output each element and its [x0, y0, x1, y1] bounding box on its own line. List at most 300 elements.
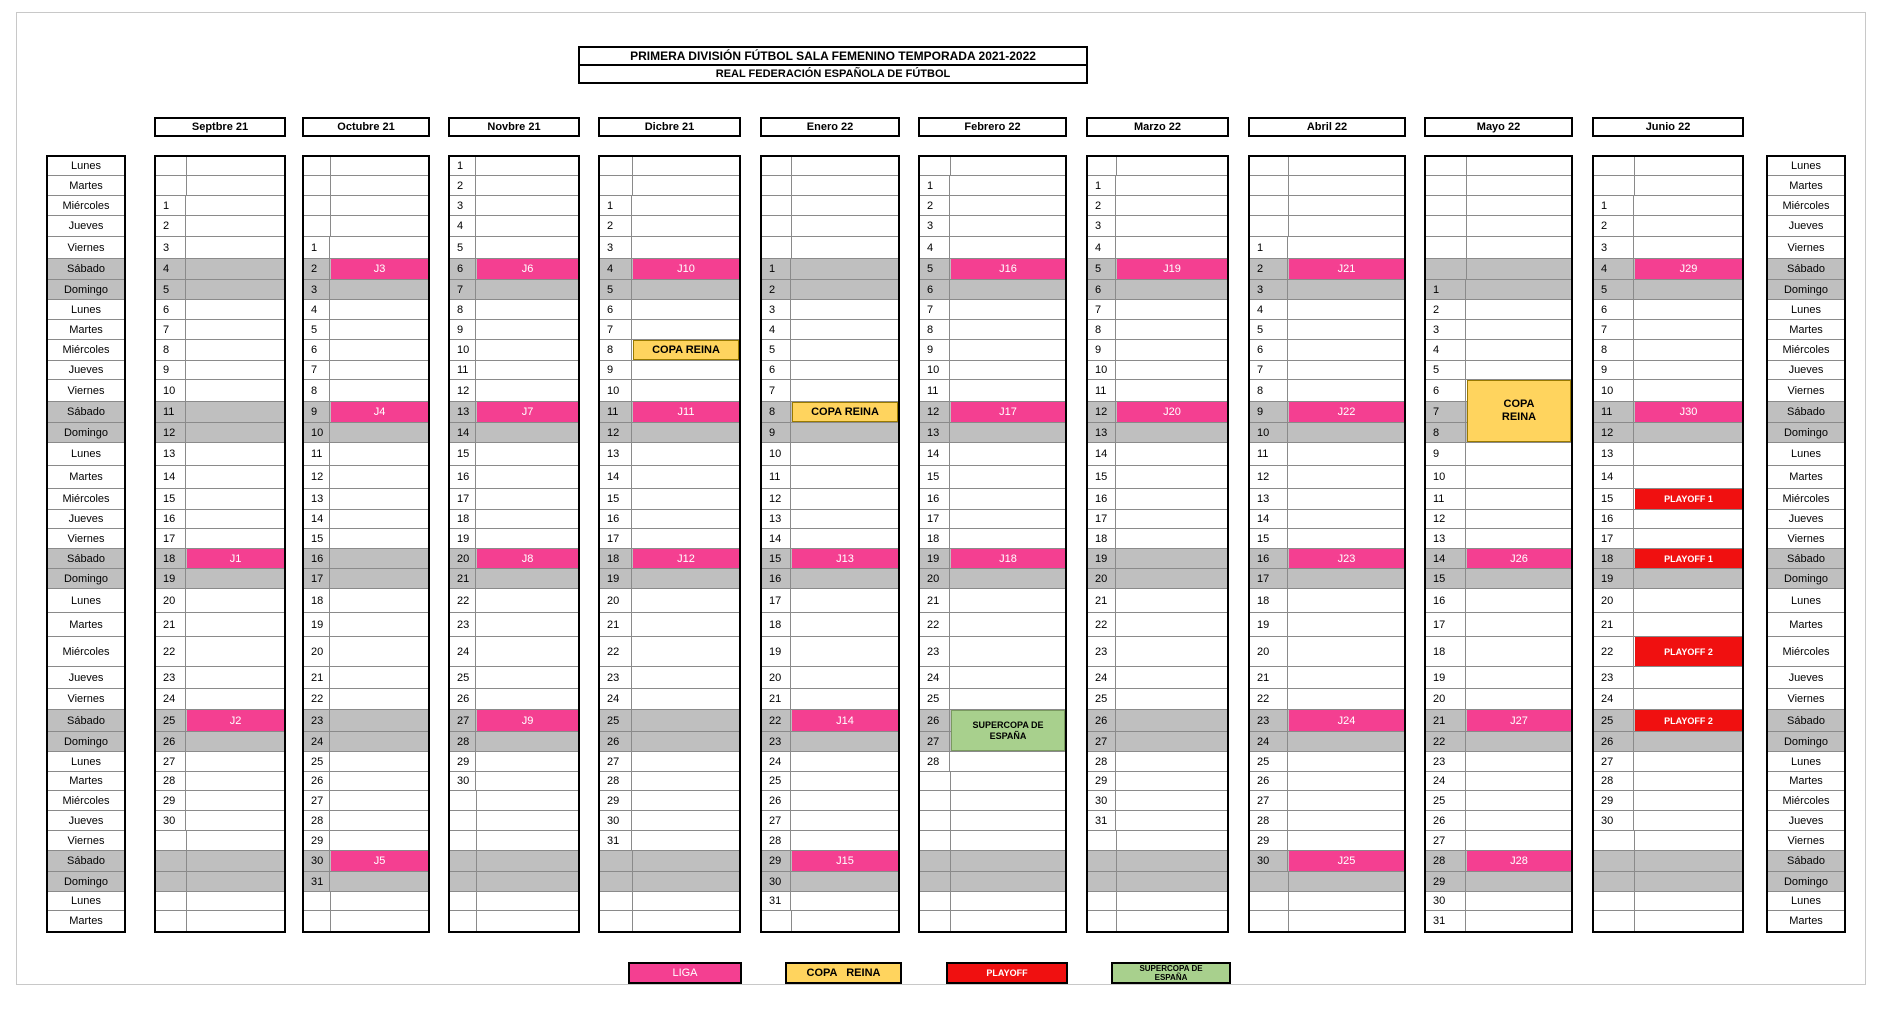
- day-row: [304, 636, 428, 666]
- weekday-label: Sábado: [1768, 401, 1844, 422]
- event-liga[interactable]: J1: [187, 549, 284, 568]
- day-number: 26: [762, 791, 791, 810]
- day-row: [920, 379, 1065, 401]
- day-number: 8: [762, 402, 791, 422]
- day-number-empty: [156, 892, 187, 910]
- day-number: 3: [600, 237, 632, 258]
- weekday-label: Viernes: [1768, 236, 1844, 258]
- weekday-label: Sábado: [48, 401, 124, 422]
- event-playoff[interactable]: PLAYOFF 1: [1635, 549, 1742, 568]
- day-number: 27: [920, 732, 950, 751]
- day-number: 10: [920, 361, 950, 379]
- day-number: 27: [1426, 831, 1466, 850]
- day-row: [1088, 548, 1227, 568]
- day-row: [1426, 175, 1571, 195]
- day-number: 4: [1594, 259, 1634, 279]
- day-number-empty: [1594, 851, 1635, 871]
- day-number: 11: [1426, 489, 1466, 509]
- day-row: [762, 731, 898, 751]
- day-row: [920, 215, 1065, 236]
- day-number-empty: [304, 196, 331, 215]
- event-copa[interactable]: COPA REINA: [633, 340, 739, 360]
- day-row: [1594, 830, 1742, 850]
- day-number: 26: [600, 732, 632, 751]
- day-number: 9: [304, 402, 330, 422]
- day-number: 11: [1594, 402, 1634, 422]
- day-number: 24: [1088, 667, 1116, 688]
- day-row: [1594, 465, 1742, 488]
- day-row: [600, 731, 739, 751]
- day-row: [156, 588, 284, 612]
- day-row: [1426, 279, 1571, 299]
- day-number: 11: [156, 402, 186, 422]
- month-column: [1248, 155, 1406, 933]
- weekday-label: Martes: [48, 771, 124, 790]
- day-row: [304, 509, 428, 528]
- day-row: [600, 509, 739, 528]
- event-liga[interactable]: J4: [331, 402, 428, 422]
- day-row: [304, 442, 428, 465]
- day-number: 9: [450, 320, 476, 339]
- day-number: 4: [450, 216, 476, 236]
- day-number: 31: [1088, 811, 1116, 830]
- day-row: [1426, 215, 1571, 236]
- event-liga[interactable]: J22: [1289, 402, 1404, 422]
- day-number: 6: [920, 280, 950, 299]
- event-liga[interactable]: J5: [331, 851, 428, 871]
- day-row: [1250, 465, 1404, 488]
- day-number: 6: [156, 300, 186, 319]
- day-row: [600, 790, 739, 810]
- event-liga[interactable]: J9: [477, 710, 578, 731]
- day-number: 9: [600, 361, 632, 379]
- day-number-empty: [762, 216, 792, 236]
- day-number: 13: [1088, 423, 1116, 442]
- day-row: [920, 157, 1065, 175]
- event-liga[interactable]: J14: [792, 710, 898, 731]
- event-liga[interactable]: J18: [951, 549, 1065, 568]
- event-copa[interactable]: COPA REINA: [1467, 380, 1571, 442]
- day-row: [920, 175, 1065, 195]
- day-row: [600, 157, 739, 175]
- weekday-label: Viernes: [1768, 830, 1844, 850]
- day-number: 8: [1594, 340, 1634, 360]
- event-liga[interactable]: J17: [951, 402, 1065, 422]
- day-row: [1426, 236, 1571, 258]
- weekday-label: Sábado: [48, 850, 124, 871]
- day-row: [156, 810, 284, 830]
- day-row: [304, 830, 428, 850]
- day-number: 23: [1088, 637, 1116, 666]
- weekday-label: Jueves: [1768, 215, 1844, 236]
- event-super[interactable]: SUPERCOPA DE ESPAÑA: [951, 710, 1065, 751]
- day-row: [920, 588, 1065, 612]
- day-row: [1250, 891, 1404, 910]
- event-liga[interactable]: J20: [1117, 402, 1227, 422]
- day-row: [304, 910, 428, 931]
- day-number-empty: [600, 892, 633, 910]
- day-row: [920, 568, 1065, 588]
- day-number-empty: [304, 911, 331, 931]
- day-row: [156, 790, 284, 810]
- weekday-label: Sábado: [1768, 258, 1844, 279]
- day-row: [1088, 360, 1227, 379]
- day-number-empty: [1426, 216, 1467, 236]
- day-number: 30: [1426, 892, 1466, 910]
- day-row: [1088, 850, 1227, 871]
- day-number: 18: [156, 549, 186, 568]
- day-number: 31: [1426, 911, 1466, 931]
- weekday-label: Martes: [48, 175, 124, 195]
- day-number-empty: [1250, 892, 1289, 910]
- day-row: [156, 636, 284, 666]
- day-row: [450, 790, 578, 810]
- day-row: [1088, 910, 1227, 931]
- day-number: 9: [1426, 443, 1466, 465]
- day-number: 31: [600, 831, 632, 850]
- day-number: 9: [1594, 361, 1634, 379]
- day-row: [1250, 910, 1404, 931]
- day-number: 25: [1426, 791, 1466, 810]
- event-liga[interactable]: J19: [1117, 259, 1227, 279]
- day-row: [304, 688, 428, 709]
- event-liga[interactable]: J13: [792, 549, 898, 568]
- day-row: [600, 379, 739, 401]
- day-row: [762, 810, 898, 830]
- day-number: 2: [1088, 196, 1116, 215]
- day-row: [920, 339, 1065, 360]
- event-liga[interactable]: J8: [477, 549, 578, 568]
- month-header: Enero 22: [760, 117, 900, 137]
- event-liga[interactable]: J10: [633, 259, 739, 279]
- event-liga[interactable]: J15: [792, 851, 898, 871]
- day-number: 15: [762, 549, 791, 568]
- day-number: 8: [1088, 320, 1116, 339]
- day-number: 26: [156, 732, 186, 751]
- day-row: [156, 612, 284, 636]
- day-number: 25: [600, 710, 632, 731]
- day-number: 6: [600, 300, 632, 319]
- day-row: [762, 299, 898, 319]
- day-number-empty: [600, 851, 633, 871]
- day-number: 29: [600, 791, 632, 810]
- day-number: 22: [1088, 613, 1116, 636]
- weekday-label: Sábado: [48, 709, 124, 731]
- day-number: 17: [450, 489, 476, 509]
- weekday-label: Jueves: [48, 215, 124, 236]
- event-liga[interactable]: J21: [1289, 259, 1404, 279]
- day-row: [600, 465, 739, 488]
- day-row: [762, 790, 898, 810]
- event-liga[interactable]: J28: [1467, 851, 1571, 871]
- day-number: 19: [1250, 613, 1288, 636]
- event-copa[interactable]: COPA REINA: [792, 402, 898, 422]
- day-number: 24: [450, 637, 476, 666]
- day-number: 27: [450, 710, 476, 731]
- day-number: 20: [762, 667, 791, 688]
- day-number: 28: [304, 811, 330, 830]
- day-number-empty: [920, 911, 951, 931]
- day-number: 18: [450, 510, 476, 528]
- weekday-label: Jueves: [48, 810, 124, 830]
- weekday-label: Lunes: [1768, 588, 1844, 612]
- day-row: [1594, 360, 1742, 379]
- weekday-label: Miércoles: [48, 636, 124, 666]
- day-row: [156, 850, 284, 871]
- day-number: 3: [1088, 216, 1116, 236]
- day-number: 16: [1250, 549, 1288, 568]
- day-row: [1426, 258, 1571, 279]
- day-number-empty: [600, 176, 633, 195]
- day-number: 7: [304, 361, 330, 379]
- event-liga[interactable]: J12: [633, 549, 739, 568]
- day-row: [920, 279, 1065, 299]
- month-header: Septbre 21: [154, 117, 286, 137]
- day-number: 4: [1088, 237, 1116, 258]
- day-row: [156, 299, 284, 319]
- day-number: 7: [1088, 300, 1116, 319]
- day-number-empty: [1426, 176, 1467, 195]
- weekday-label: Viernes: [48, 379, 124, 401]
- event-liga[interactable]: J29: [1635, 259, 1742, 279]
- day-number: 18: [920, 529, 950, 548]
- day-row: [304, 299, 428, 319]
- day-number-empty: [304, 216, 331, 236]
- day-row: [450, 568, 578, 588]
- day-row: [600, 488, 739, 509]
- day-number: 26: [1088, 710, 1116, 731]
- day-number: 4: [600, 259, 632, 279]
- day-number: 14: [1250, 510, 1288, 528]
- event-liga[interactable]: J23: [1289, 549, 1404, 568]
- day-row: [1088, 751, 1227, 771]
- day-number: 12: [1088, 402, 1116, 422]
- day-number-empty: [920, 892, 951, 910]
- day-number: 1: [156, 196, 186, 215]
- event-liga[interactable]: J2: [187, 710, 284, 731]
- weekday-label: Martes: [1768, 175, 1844, 195]
- day-number: 9: [762, 423, 791, 442]
- day-number: 14: [304, 510, 330, 528]
- day-row: [600, 528, 739, 548]
- event-playoff[interactable]: PLAYOFF 2: [1635, 710, 1742, 731]
- event-liga[interactable]: J16: [951, 259, 1065, 279]
- day-row: [156, 751, 284, 771]
- day-number: 8: [1250, 380, 1288, 401]
- day-number: 7: [1594, 320, 1634, 339]
- day-number: 29: [1088, 772, 1116, 790]
- weekday-label: Domingo: [1768, 731, 1844, 751]
- day-row: [304, 319, 428, 339]
- weekday-label: Martes: [1768, 910, 1844, 931]
- month-header: Junio 22: [1592, 117, 1744, 137]
- day-number: 4: [1426, 340, 1466, 360]
- day-number: 13: [762, 510, 791, 528]
- day-row: [1088, 379, 1227, 401]
- day-row: [600, 588, 739, 612]
- day-row: [600, 195, 739, 215]
- day-row: [304, 175, 428, 195]
- day-number: 11: [600, 402, 632, 422]
- day-number: 15: [1594, 489, 1634, 509]
- day-row: [1088, 528, 1227, 548]
- day-number: 26: [1250, 772, 1288, 790]
- day-row: [156, 279, 284, 299]
- day-number: 18: [762, 613, 791, 636]
- day-number: 16: [156, 510, 186, 528]
- day-row: [600, 422, 739, 442]
- event-liga[interactable]: J27: [1467, 710, 1571, 731]
- day-row: [450, 731, 578, 751]
- day-row: [920, 636, 1065, 666]
- day-row: [450, 465, 578, 488]
- weekday-label: Lunes: [1768, 299, 1844, 319]
- day-row: [600, 830, 739, 850]
- day-number: 13: [920, 423, 950, 442]
- weekday-label: Lunes: [1768, 751, 1844, 771]
- day-row: [304, 548, 428, 568]
- day-row: [1250, 636, 1404, 666]
- day-row: [762, 379, 898, 401]
- day-row: [762, 891, 898, 910]
- weekday-label: Viernes: [48, 688, 124, 709]
- day-row: [600, 751, 739, 771]
- weekday-label: Lunes: [1791, 160, 1821, 172]
- day-row: [762, 771, 898, 790]
- day-row: [156, 731, 284, 751]
- weekday-label: Martes: [1768, 465, 1844, 488]
- day-number: 22: [1594, 637, 1634, 666]
- day-row: [920, 751, 1065, 771]
- day-row: [920, 488, 1065, 509]
- day-number: 27: [762, 811, 791, 830]
- day-number: 4: [156, 259, 186, 279]
- day-number: 21: [920, 589, 950, 612]
- day-row: [450, 215, 578, 236]
- day-number-empty: [1250, 176, 1289, 195]
- day-number: 22: [762, 710, 791, 731]
- weekday-label: Lunes: [48, 299, 124, 319]
- day-number: 28: [1250, 811, 1288, 830]
- day-number: 3: [1250, 280, 1288, 299]
- day-number: 1: [1250, 237, 1288, 258]
- event-liga[interactable]: J6: [477, 259, 578, 279]
- day-number: 24: [600, 689, 632, 709]
- day-number-empty: [156, 911, 187, 931]
- day-number: 23: [920, 637, 950, 666]
- day-row: [1594, 195, 1742, 215]
- day-number-empty: [762, 196, 792, 215]
- day-number-empty: [450, 911, 477, 931]
- day-number: 10: [600, 380, 632, 401]
- day-number: 21: [1594, 613, 1634, 636]
- event-liga[interactable]: J30: [1635, 402, 1742, 422]
- day-row: [1088, 215, 1227, 236]
- weekday-label: Lunes: [1768, 891, 1844, 910]
- day-row: [304, 871, 428, 891]
- day-number-empty: [1088, 851, 1117, 871]
- event-liga[interactable]: J7: [477, 402, 578, 422]
- day-number: 8: [600, 340, 632, 360]
- event-liga[interactable]: J25: [1289, 851, 1404, 871]
- day-row: [156, 465, 284, 488]
- day-number: 2: [1426, 300, 1466, 319]
- weekday-label: Jueves: [48, 509, 124, 528]
- day-row: [1250, 731, 1404, 751]
- day-row: [1426, 771, 1571, 790]
- event-liga[interactable]: J24: [1289, 710, 1404, 731]
- event-playoff[interactable]: PLAYOFF 2: [1635, 637, 1742, 666]
- day-row: [1594, 688, 1742, 709]
- day-number: 8: [156, 340, 186, 360]
- day-number: 24: [1594, 689, 1634, 709]
- day-row: [600, 910, 739, 931]
- event-liga[interactable]: J11: [633, 402, 739, 422]
- day-number-empty: [1426, 237, 1467, 258]
- day-row: [156, 666, 284, 688]
- day-row: [762, 422, 898, 442]
- day-number: 2: [1594, 216, 1634, 236]
- day-number: 9: [156, 361, 186, 379]
- day-number: 20: [600, 589, 632, 612]
- day-number: 29: [1426, 872, 1466, 891]
- day-number: 18: [304, 589, 330, 612]
- day-number: 10: [304, 423, 330, 442]
- day-row: [450, 279, 578, 299]
- weekday-label: Lunes: [48, 442, 124, 465]
- weekday-label: Lunes: [71, 160, 101, 172]
- day-number: 18: [1594, 549, 1634, 568]
- day-number-empty: [1250, 196, 1289, 215]
- day-number: 7: [1250, 361, 1288, 379]
- day-row: [1594, 509, 1742, 528]
- day-row: [156, 771, 284, 790]
- day-number: 7: [600, 320, 632, 339]
- day-number: 5: [762, 340, 791, 360]
- day-number: 30: [1088, 791, 1116, 810]
- day-row: [1088, 442, 1227, 465]
- day-row: [450, 488, 578, 509]
- day-number: 23: [1250, 710, 1288, 731]
- day-number: 3: [762, 300, 791, 319]
- day-row: [1594, 871, 1742, 891]
- day-number: 12: [1426, 510, 1466, 528]
- weekday-label: Viernes: [1768, 379, 1844, 401]
- day-number: 22: [1426, 732, 1466, 751]
- day-number-empty: [1250, 216, 1289, 236]
- day-row: [1426, 612, 1571, 636]
- day-row: [1594, 612, 1742, 636]
- event-playoff[interactable]: PLAYOFF 1: [1635, 489, 1742, 509]
- day-row: [156, 319, 284, 339]
- day-number: 16: [600, 510, 632, 528]
- event-liga[interactable]: J3: [331, 259, 428, 279]
- weekday-label: Miércoles: [48, 790, 124, 810]
- day-row: [1426, 509, 1571, 528]
- day-number: 16: [1594, 510, 1634, 528]
- event-liga[interactable]: J26: [1467, 549, 1571, 568]
- month-column: [154, 155, 286, 933]
- weekday-label: Domingo: [1768, 568, 1844, 588]
- day-row: [762, 666, 898, 688]
- day-row: [762, 509, 898, 528]
- day-row: [1426, 442, 1571, 465]
- day-row: [1594, 157, 1742, 175]
- month-column: [1592, 155, 1744, 933]
- day-row: [1088, 871, 1227, 891]
- day-row: [1250, 871, 1404, 891]
- day-row: [1426, 810, 1571, 830]
